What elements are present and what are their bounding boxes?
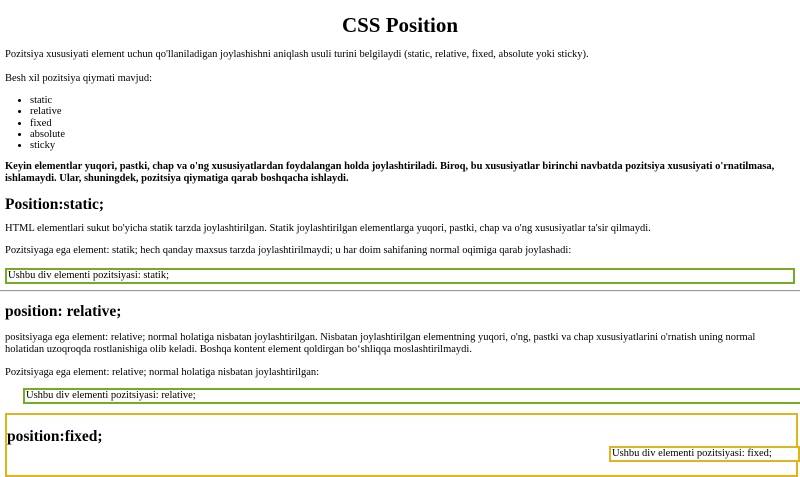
fixed-heading: position:fixed; bbox=[7, 428, 103, 446]
list-item: • static bbox=[30, 95, 795, 106]
relative-heading: position: relative; bbox=[5, 302, 122, 320]
fixed-demo-box: Ushbu div elementi pozitsiyasi: fixed; bbox=[609, 446, 800, 462]
relative-paragraph-1: positsiyaga ega element: relative; normal holatiga nisbatan joylashtirilgan. Nisbatan joylashtirilgan elementning yuqori, o'ng, pastki va chap xususiyatlarini o'rnatish uning normal holatidan uzoqroqda rostlanishiga olib keladi. Boshqa kontent element qoldirgan bo‘shliqqa moslashtirilmaydi. bbox=[5, 331, 756, 356]
list-item: • sticky bbox=[30, 140, 795, 151]
static-paragraph-2: Pozitsiyaga ega element: statik; hech qanday maxsus tarzda joylashtirilmaydi; u har doim sahifaning normal oqimiga qarab joylashadi: bbox=[5, 245, 572, 257]
bold-note: Keyin elementlar yuqori, pastki, chap va o'ng xususiyatlardan foydalangan holda joylashtiriladi. Biroq, bu xususiyatlar birinchi navbatda pozitsiya xususiyati o'rnatilmasa, ishlamaydi. Ular, shuningdek, pozitsiya qiymatiga qarab boshqacha ishlaydi. bbox=[5, 160, 775, 185]
page-content bbox=[0, 12, 800, 477]
static-paragraph-1: HTML elementlari sukut bo'yicha statik tarzda joylashtirilgan. Statik joylashtirilgan elementlarga yuqori, pastki, chap va o'ng xususiyatlar ta'sir qilmaydi. bbox=[5, 222, 651, 234]
list-item: • fixed bbox=[30, 118, 795, 129]
list-item: • relative bbox=[30, 106, 795, 117]
values-intro: Besh xil pozitsiya qiymati mavjud: bbox=[5, 72, 152, 84]
page-title: CSS Position bbox=[341, 13, 459, 37]
position-values-list bbox=[5, 95, 795, 151]
list-item: • absolute bbox=[30, 129, 795, 140]
static-demo-box: Ushbu div elementi pozitsiyasi: statik; bbox=[5, 268, 795, 284]
static-heading: Position:static; bbox=[5, 195, 105, 213]
relative-demo-box: Ushbu div elementi pozitsiyasi: relative; bbox=[23, 388, 800, 404]
intro-paragraph: Pozitsiya xususiyati element uchun qo'llaniladigan joylashishni aniqlash usuli turini belgilaydi (static, relative, fixed, absolute yoki sticky). bbox=[5, 49, 589, 60]
divider bbox=[0, 290, 800, 292]
relative-paragraph-2: Pozitsiyaga ega element: relative; normal holatiga nisbatan joylashtirilgan: bbox=[5, 366, 320, 378]
